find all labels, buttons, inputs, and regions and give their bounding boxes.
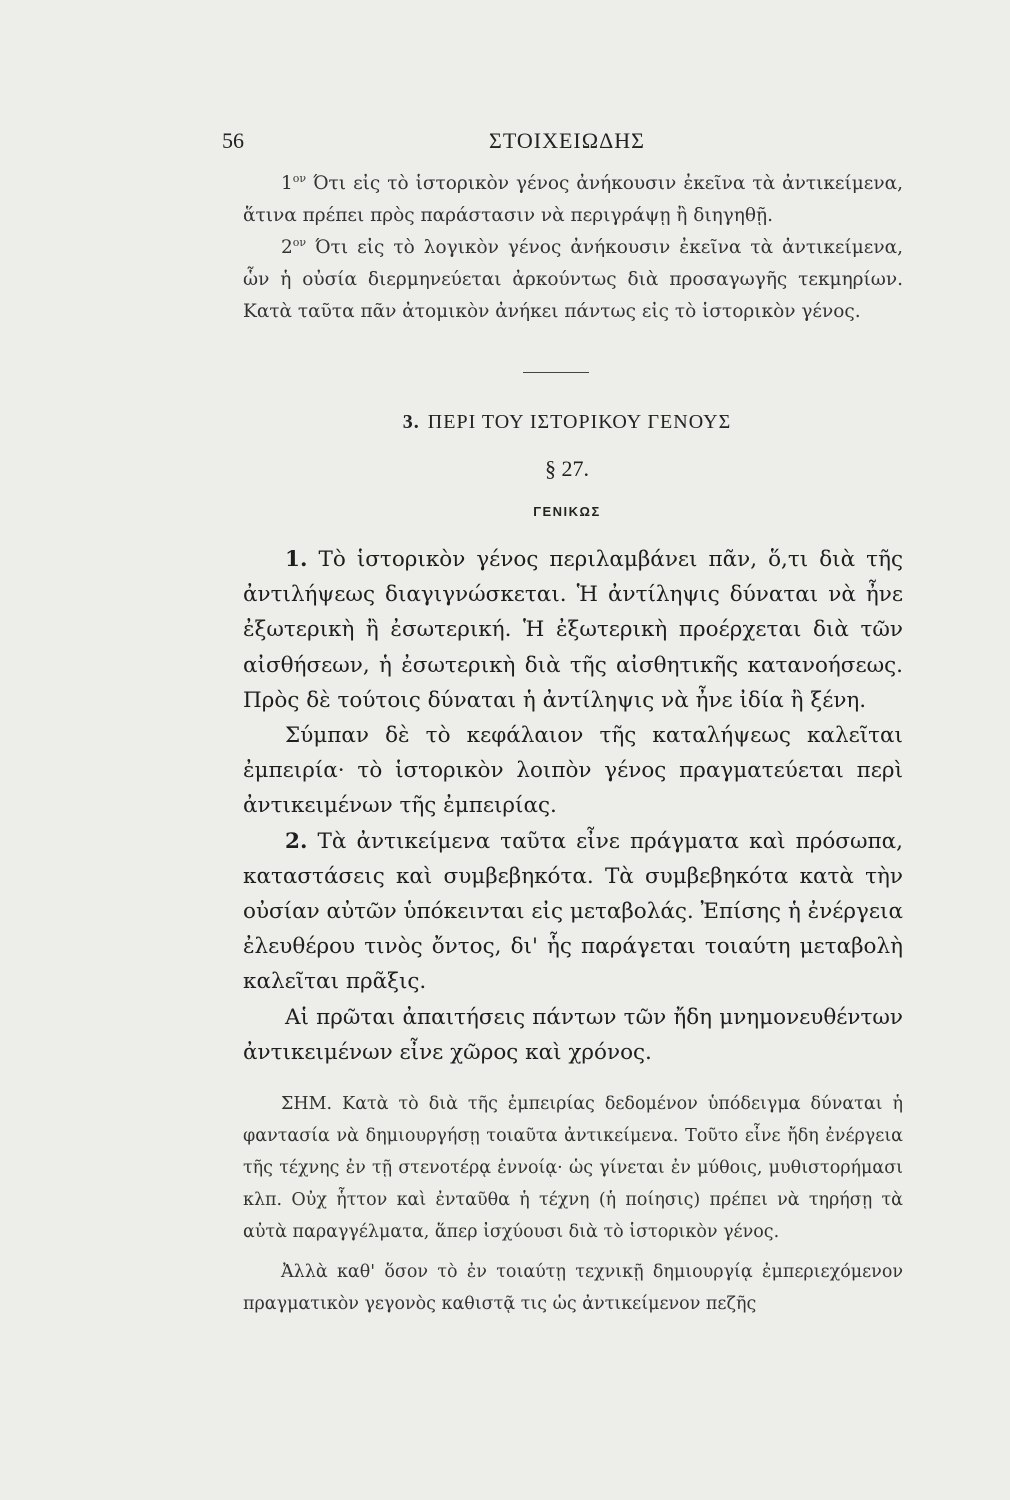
intro-item-1-sup: ον <box>292 171 307 185</box>
section-heading <box>222 411 912 434</box>
section-title: ΠΕΡΙ ΤΟΥ ΙΣΤΟΡΙΚΟΥ ΓΕΝΟΥΣ <box>427 411 732 433</box>
intro-item-1 <box>243 168 903 232</box>
paragraph-sign: § 27. <box>545 456 589 481</box>
page-header <box>222 128 912 160</box>
section-divider <box>523 372 589 373</box>
body-paragraph-2: Σύμπαν δὲ τὸ κεφάλαιον τῆς καταλήψεως καλεῖται ἐμπειρία· τὸ ἱστορικὸν λοιπὸν γένος πραγματεύεται περὶ ἀντικειμένων τῆς ἐμπειρίας. <box>243 723 903 819</box>
intro-item-1-text: Ότι εἰς τὸ ἱστορικὸν γένος ἀνήκουσιν ἐκεῖνα τὰ ἀντικείμενα, ἅτινα πρέπει πρὸς παράστασιν νὰ περιγράψῃ ἢ διηγηθῇ. <box>243 173 903 226</box>
note-paragraph-2: Ἀλλὰ καθ' ὅσον τὸ ἐν τοιαύτῃ τεχνικῇ δημιουργίᾳ ἐμπεριεχόμενον πραγματικὸν γεγονὸς καθιστᾷ τις ὡς ἀντικείμενον πεζῆς <box>243 1262 903 1314</box>
section-number: 3. <box>402 411 420 433</box>
page-number: 56 <box>222 128 244 153</box>
note-label: ΣΗΜ. <box>281 1094 333 1114</box>
body-paragraph-3-text: Τὰ ἀντικείμενα ταῦτα εἶνε πράγματα καὶ πρόσωπα, καταστάσεις καὶ συμβεβηκότα. Τὰ συμβεβηκότα κατὰ τὴν οὐσίαν αὐτῶν ὑπόκεινται εἰς μεταβολάς. Ἐπίσης ἡ ἐνέργεια ἐλευθέρου τινὸς ὄντος, δι' ἧς παράγεται τοιαύτη μεταβολὴ καλεῖται πρᾶξις. <box>243 828 903 995</box>
intro-item-2-sup: ον <box>292 235 307 249</box>
note-paragraph-1 <box>243 1088 903 1248</box>
body-paragraph-1 <box>243 542 903 718</box>
intro-item-2-text: Ότι εἰς τὸ λογικὸν γένος ἀνήκουσιν ἐκεῖνα τὰ ἀντικείμενα, ὧν ἡ οὐσία διερμηνεύεται ἀρκούντως διὰ προσαγωγῆς τεκμηρίων. Κατὰ ταῦτα πᾶν ἀτομικὸν ἀνήκει πάντως εἰς τὸ ἱστορικὸν γένος. <box>243 237 903 322</box>
body-paragraph-1-number: 1. <box>285 547 308 572</box>
body-paragraph-4: Αἱ πρῶται ἀπαιτήσεις πάντων τῶν ἤδη μνημονευθέντων ἀντικειμένων εἶνε χῶρος καὶ χρόνος. <box>243 1004 903 1065</box>
note-block <box>243 1088 903 1320</box>
body-paragraph-3-number: 2. <box>285 828 308 854</box>
body-paragraph-3 <box>243 824 903 1000</box>
note-paragraph-1-text: Κατὰ τὸ διὰ τῆς ἐμπειρίας δεδομένον ὑπόδειγμα δύναται ἡ φαντασία νὰ δημιουργήσῃ τοιαῦτα ἀντικείμενα. Τοῦτο εἶνε ἤδη ἐνέργεια τῆς τέχνης ἐν τῇ στενοτέρᾳ ἐννοίᾳ· ὡς γίνεται ἐν μύθοις, μυθιστορήμασι κλπ. Οὐχ ἧττον καὶ ἐνταῦθα ἡ τέχνη (ἡ ποίησις) πρέπει νὰ τηρήσῃ τὰ αὐτὰ παραγγέλματα, ἅπερ ἰσχύουσι διὰ τὸ ἱστορικὸν γένος. <box>243 1094 903 1242</box>
intro-item-1-number: 1 <box>281 173 293 194</box>
intro-item-2-number: 2 <box>281 237 293 258</box>
main-text <box>243 542 903 1070</box>
body-paragraph-1-text: Τὸ ἱστορικὸν γένος περιλαμβάνει πᾶν, ὅ,τι διὰ τῆς ἀντιλήψεως διαγιγνώσκεται. Ἡ ἀντίληψις δύναται νὰ ἦνε ἐξωτερικὴ ἢ ἐσωτερική. Ἡ ἐξωτερικὴ προέρχεται διὰ τῶν αἰσθήσεων, ἡ ἐσωτερικὴ διὰ τῆς αἰσθητικῆς κατανοήσεως. Πρὸς δὲ τούτοις δύναται ἡ ἀντίληψις νὰ ἦνε ἰδία ἢ ξένη. <box>243 547 903 713</box>
intro-block <box>243 168 903 328</box>
running-title: ΣΤΟΙΧΕΙΩΔΗΣ <box>489 128 645 153</box>
intro-item-2 <box>243 232 903 328</box>
subheading: ΓΕΝΙΚΩΣ <box>533 504 601 519</box>
